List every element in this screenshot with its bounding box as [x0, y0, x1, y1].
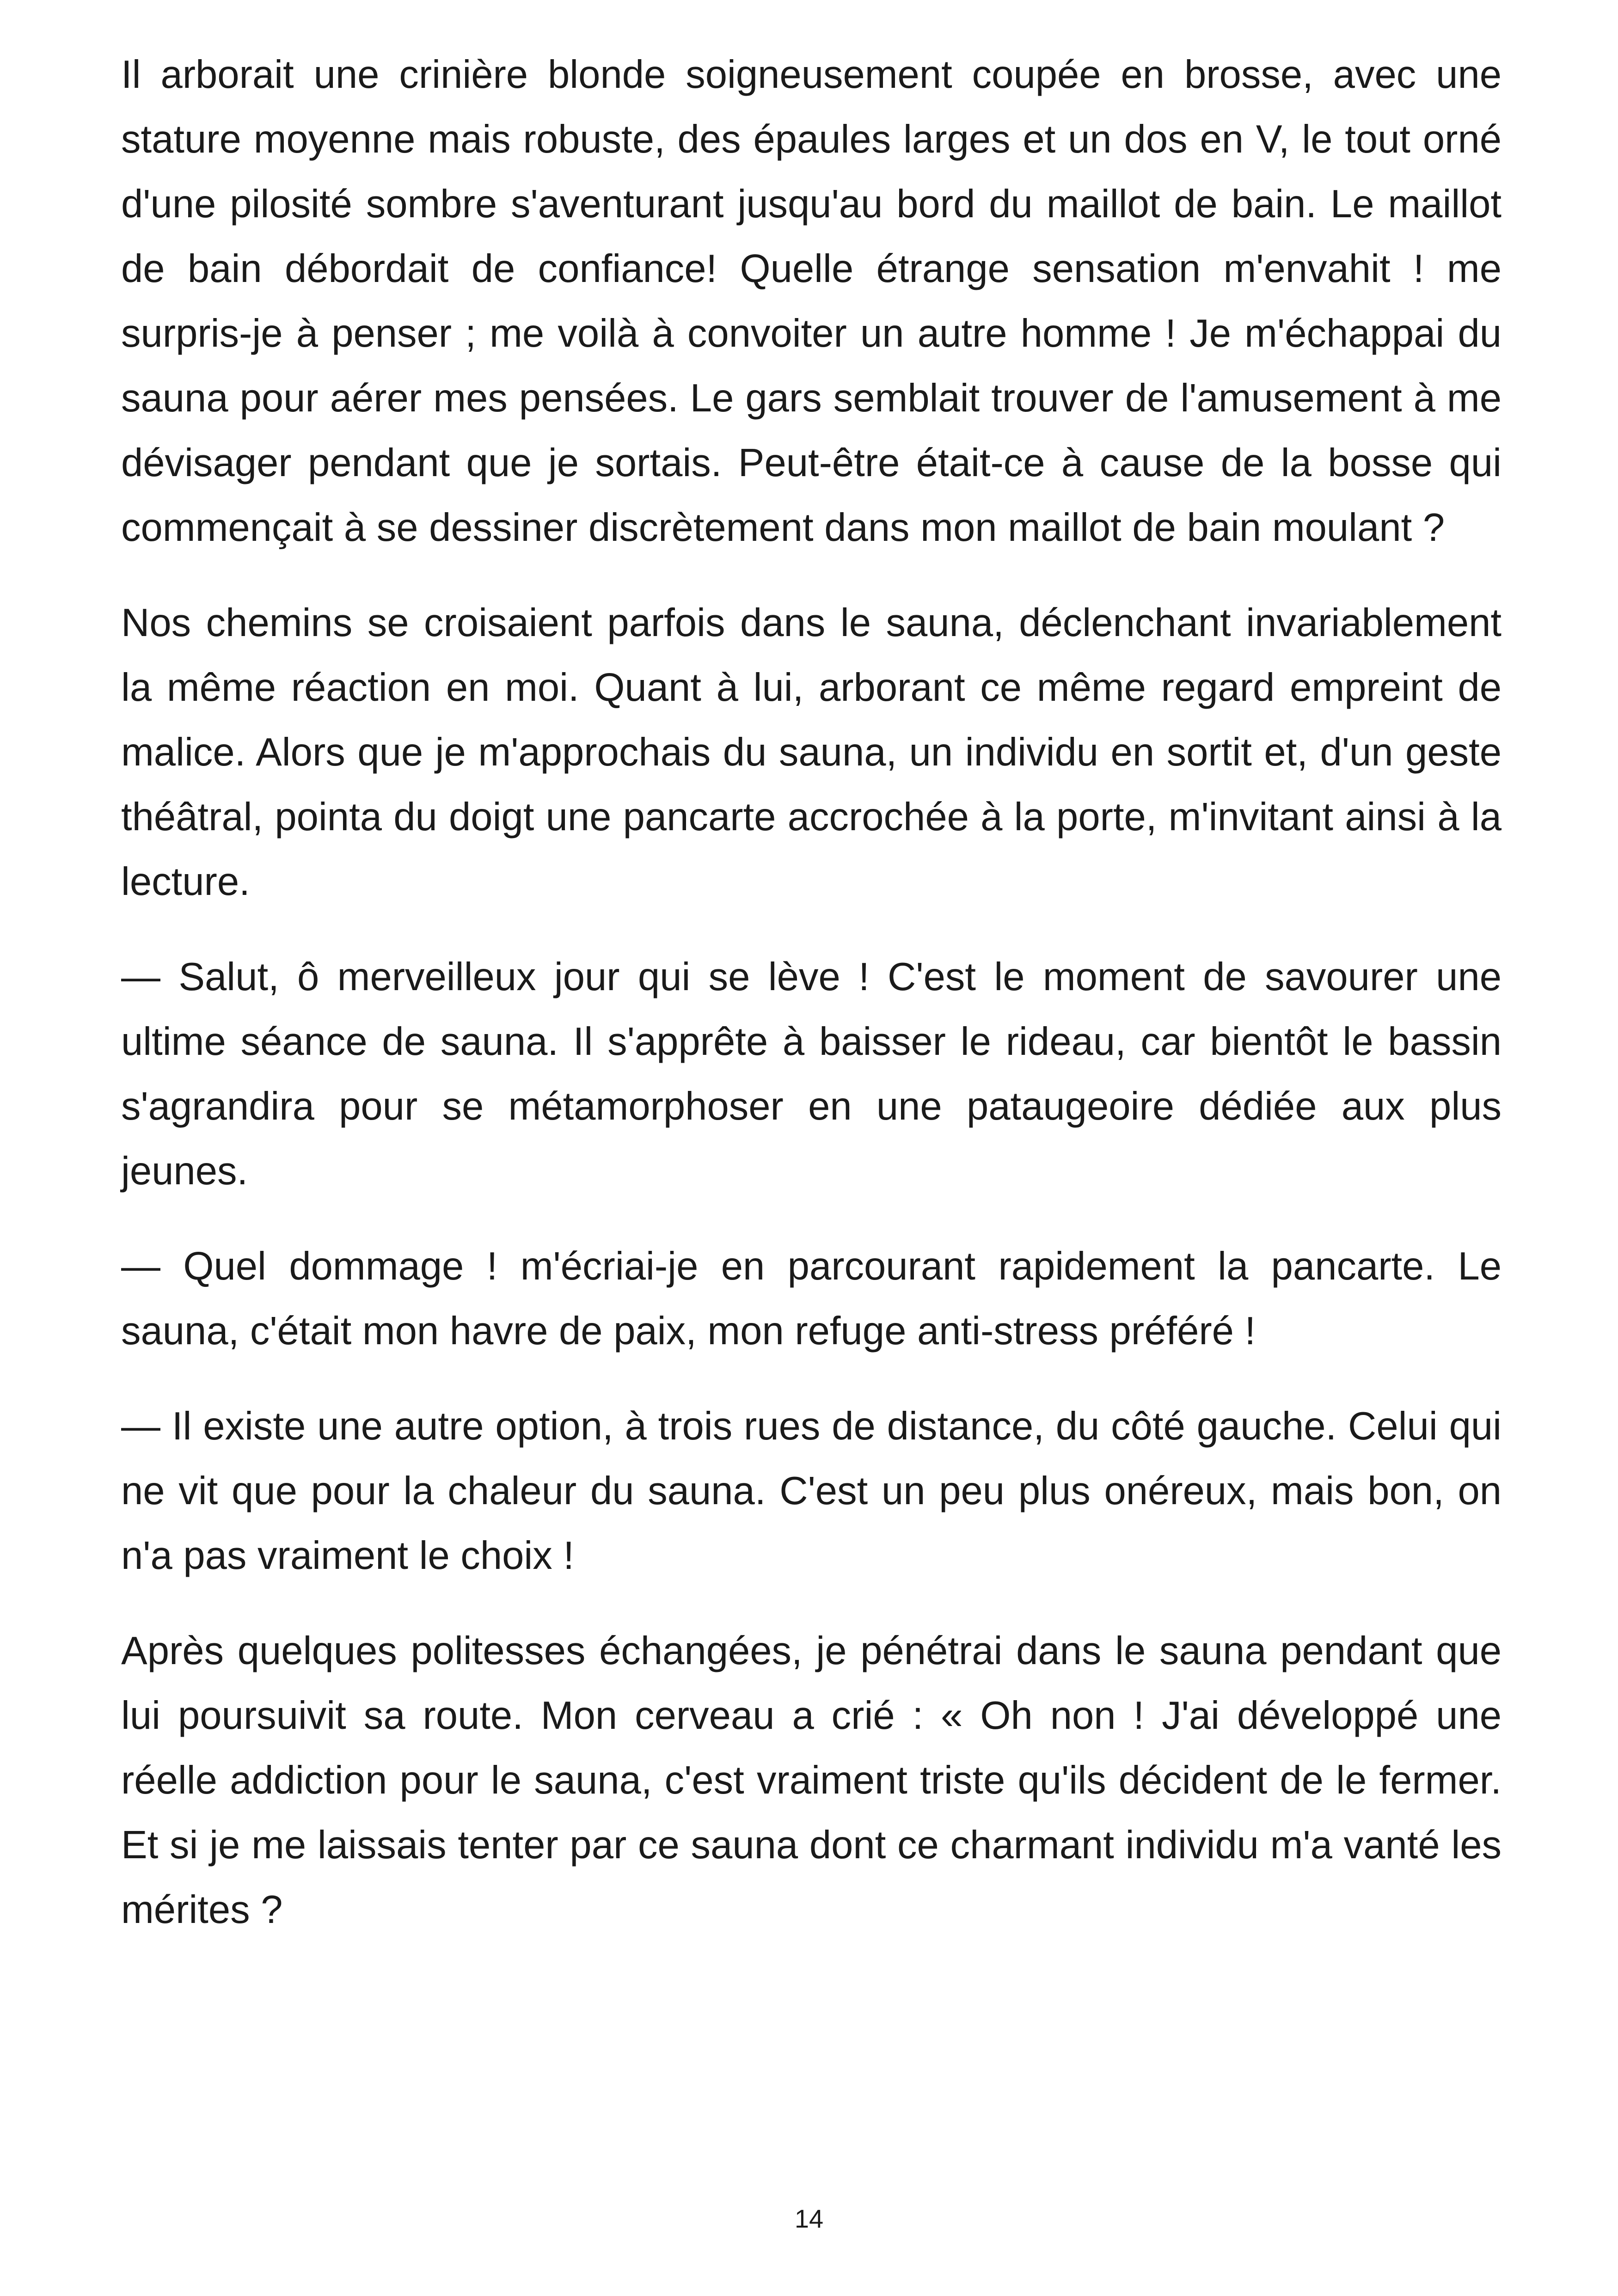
- page-body: [121, 43, 1502, 1942]
- paragraph-1: Il arborait une crinière blonde soigneusement coupée en brosse, avec une stature moyenne mais robuste, des épaules larges et un dos en V, le tout orné d'une pilosité sombre s'aventurant jusqu'au bord du maillot de bain. Le maillot de bain débordait de confiance! Quelle étrange sensation m'envahit ! me surpris-je à penser ; me voilà à convoiter un autre homme ! Je m'échappai du sauna pour aérer mes pensées. Le gars semblait trouver de l'amusement à me dévisager pendant que je sortais. Peut-être était-ce à cause de la bosse qui commençait à se dessiner discrètement dans mon maillot de bain moulant ?: [121, 53, 1502, 550]
- paragraph-2: Nos chemins se croisaient parfois dans le sauna, déclenchant invariablement la même réaction en moi. Quant à lui, arborant ce même regard empreint de malice. Alors que je m'approchais du sauna, un individu en sortit et, d'un geste théâtral, pointa du doigt une pancarte accrochée à la porte, m'invitant ainsi à la lecture.: [121, 601, 1502, 904]
- page-number: 14: [794, 2204, 824, 2233]
- paragraph-3: — Salut, ô merveilleux jour qui se lève ! C'est le moment de savourer une ultime séance de sauna. Il s'apprête à baisser le rideau, car bientôt le bassin s'agrandira pour se métamorphoser en une pataugeoire dédiée aux plus jeunes.: [121, 955, 1502, 1193]
- paragraph-4: — Quel dommage ! m'écriai-je en parcourant rapidement la pancarte. Le sauna, c'était mon havre de paix, mon refuge anti-stress préféré !: [121, 1244, 1502, 1353]
- paragraph-6: Après quelques politesses échangées, je pénétrai dans le sauna pendant que lui poursuivit sa route. Mon cerveau a crié : « Oh non ! J'ai développé une réelle addiction pour le sauna, c'est vraiment triste qu'ils décident de le fermer. Et si je me laissais tenter par ce sauna dont ce charmant individu m'a vanté les mérites ?: [121, 1629, 1502, 1932]
- paragraph-5: — Il existe une autre option, à trois rues de distance, du côté gauche. Celui qui ne vit que pour la chaleur du sauna. C'est un peu plus onéreux, mais bon, on n'a pas vraiment le choix !: [121, 1404, 1502, 1578]
